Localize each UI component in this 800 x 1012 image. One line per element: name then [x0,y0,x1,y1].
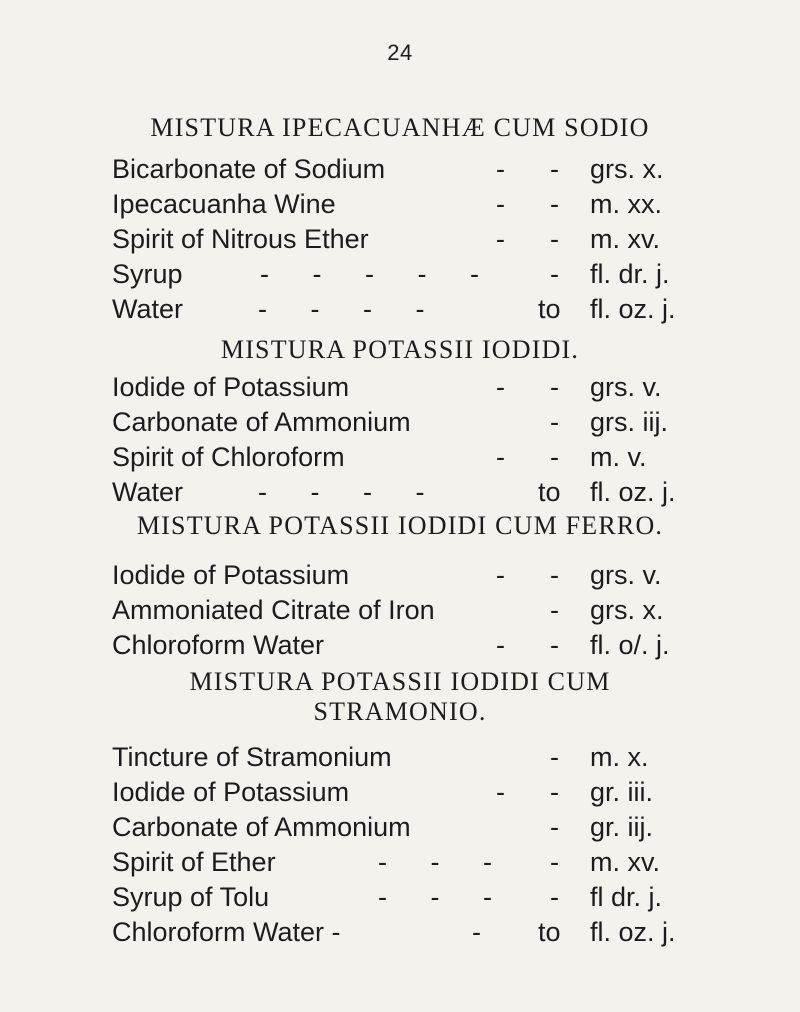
ingredient-name: Syrup of Tolu [112,882,270,912]
dose: m. v. [590,442,647,472]
dose: gr. iii. [590,777,654,807]
dose: fl. oz. j. [590,477,676,507]
dose-separator: - [550,847,559,877]
ingredient-name: Syrup [112,259,183,289]
list-item [0,915,800,950]
ingredient-name: Chloroform Water - [112,917,341,947]
dose: grs. v. [590,372,662,402]
list-item [0,628,800,663]
ingredient-name: Water [112,477,184,507]
leader-dash: - [472,917,481,947]
dose: m. x. [590,742,649,772]
ingredient-name: Ipecacuanha Wine [112,189,336,219]
ingredient-name: Chloroform Water [112,630,325,660]
dose-separator: - [550,372,559,402]
list-item [0,440,800,475]
dose-separator: - [550,224,559,254]
list-item [0,475,800,510]
dose-separator: - [550,882,559,912]
dose-separator: - [550,742,559,772]
list-item [0,405,800,440]
list-item [0,810,800,845]
dose-separator: - [550,154,559,184]
list-item [0,558,800,593]
dose: m. xv. [590,847,660,877]
dose-separator: - [550,812,559,842]
list-item [0,845,800,880]
leader-dashes: - - - - - [260,259,497,289]
dose-separator: to [538,477,561,507]
leader-dashes: - - - [378,847,510,877]
dose-separator: - [550,189,559,219]
ingredient-name: Carbonate of Ammonium [112,407,411,437]
leader-dash: - [496,442,505,472]
ingredient-name: Carbonate of Ammonium [112,812,411,842]
section-heading: MISTURA IPECACUANHÆ CUM SODIO [150,113,650,142]
ingredient-name: Spirit of Nitrous Ether [112,224,369,254]
dose: fl. oz. j. [590,294,676,324]
leader-dashes: - - - [378,882,510,912]
section-potassii-iodidi [0,334,800,510]
dose-separator: to [538,917,561,947]
leader-dash: - [496,372,505,402]
list-item [0,292,800,327]
dose: m. xx. [590,189,662,219]
ingredient-name: Iodide of Potassium [112,777,350,807]
dose: gr. iij. [590,812,654,842]
dose: fl. oz. j. [590,917,676,947]
dose: grs. x. [590,595,664,625]
list-item [0,775,800,810]
leader-dashes: - - - - [258,294,443,324]
section-heading: MISTURA POTASSII IODIDI CUM FERRO. [136,511,664,540]
section-heading-continued: STRAMONIO. [313,697,487,726]
leader-dash: - [496,189,505,219]
dose: fl dr. j. [590,882,663,912]
list-item [0,152,800,187]
list-item [0,740,800,775]
dose-separator: - [550,630,559,660]
ingredient-name: Spirit of Ether [112,847,276,877]
leader-dash: - [496,630,505,660]
leader-dashes: - - - - [258,477,443,507]
section-heading: MISTURA POTASSII IODIDI CUM [189,667,611,696]
section-potassii-iodidi-ferro [0,510,800,663]
ingredient-name: Water [112,294,184,324]
section-potassii-iodidi-stramonio [0,666,800,950]
list-item [0,593,800,628]
leader-dash: - [496,560,505,590]
list-item [0,187,800,222]
dose: fl. dr. j. [590,259,670,289]
ingredient-name: Iodide of Potassium [112,372,350,402]
dose-separator: - [550,407,559,437]
dose: m. xv. [590,224,660,254]
dose: grs. v. [590,560,662,590]
dose: grs. iij. [590,407,669,437]
dose-separator: - [550,777,559,807]
ingredient-name: Tincture of Stramonium [112,742,392,772]
list-item [0,257,800,292]
dose-separator: - [550,595,559,625]
dose: grs. x. [590,154,664,184]
page-number: 24 [387,40,413,65]
ingredient-name: Ammoniated Citrate of Iron [112,595,435,625]
leader-dash: - [496,777,505,807]
ingredient-name: Spirit of Chloroform [112,442,345,472]
list-item [0,222,800,257]
dose-separator: - [550,560,559,590]
section-heading: MISTURA POTASSII IODIDI. [220,335,580,364]
dose-separator: - [550,442,559,472]
ingredient-name: Iodide of Potassium [112,560,350,590]
list-item [0,880,800,915]
section-ipecacuanha [0,112,800,327]
dose-separator: - [550,259,559,289]
leader-dash: - [496,154,505,184]
ingredient-name: Bicarbonate of Sodium [112,154,386,184]
leader-dash: - [496,224,505,254]
dose: fl. o/. j. [590,630,670,660]
dose-separator: to [538,294,561,324]
list-item [0,370,800,405]
